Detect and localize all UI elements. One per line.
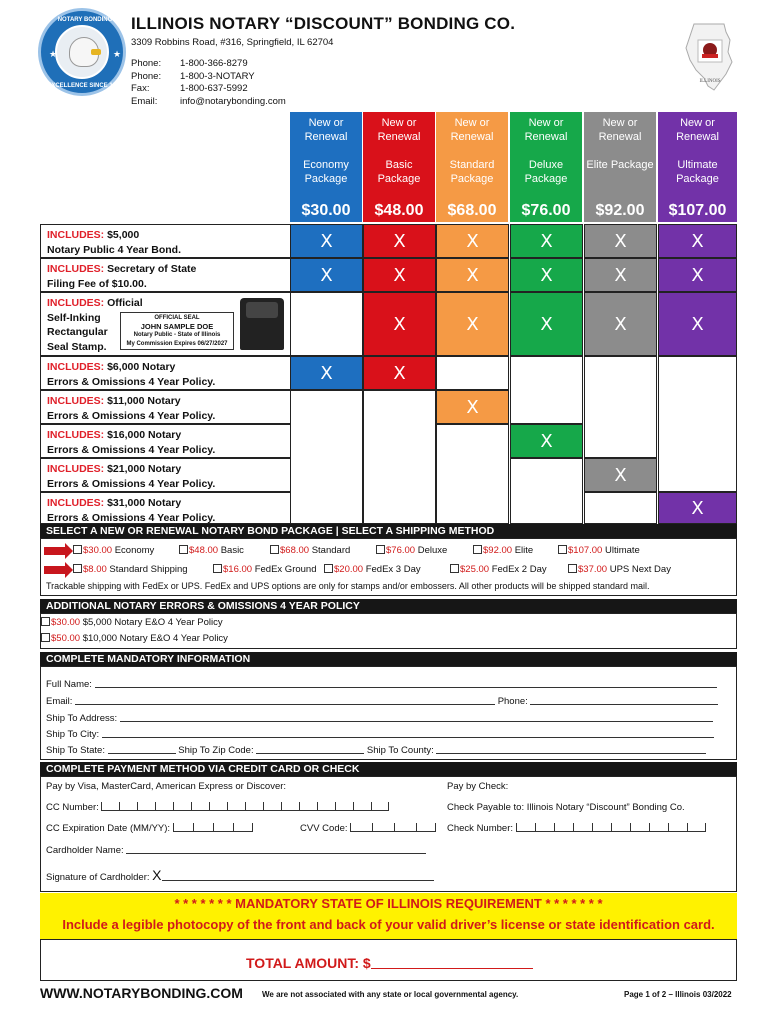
field-label: Ship To City:	[46, 729, 100, 740]
field-label: Ship To State:	[46, 745, 105, 756]
contact-info	[131, 58, 286, 108]
ship-city-field[interactable]	[46, 729, 714, 740]
checkbox[interactable]	[270, 545, 279, 554]
shipping-option-fedex-2day[interactable]	[450, 564, 547, 575]
cvv-input[interactable]	[350, 823, 436, 834]
checkbox[interactable]	[558, 545, 567, 554]
cell-mark: X	[584, 292, 657, 356]
ship-zip-input[interactable]	[256, 745, 364, 754]
package-price: $76.00	[521, 202, 571, 219]
cell-mark: X	[290, 258, 363, 292]
package-price: $68.00	[447, 202, 497, 219]
row-text: Errors & Omissions 4 Year Policy.	[47, 443, 216, 456]
field-label: Check Number:	[447, 823, 513, 834]
shipping-option-standard[interactable]	[73, 564, 188, 575]
footer-disclaimer: We are not associated with any state or local governmental agency.	[262, 990, 519, 999]
package-name: Elite Package	[586, 159, 654, 171]
cell-empty	[510, 458, 583, 524]
row-text: $31,000 Notary	[107, 497, 182, 509]
email-field[interactable]	[46, 696, 718, 707]
includes-label: INCLUDES:	[47, 395, 105, 407]
cardholder-field[interactable]	[46, 845, 426, 856]
package-name: Economy Package	[303, 159, 349, 185]
ship-county-input[interactable]	[436, 745, 706, 754]
package-option-elite[interactable]	[473, 545, 533, 556]
includes-label: INCLUDES:	[47, 429, 105, 441]
arrow-icon	[44, 566, 66, 574]
contact-label: Phone:	[131, 58, 162, 69]
shipping-option-fedex-3day[interactable]	[324, 564, 421, 575]
eagle-icon	[55, 25, 109, 79]
requirement-title: * * * * * * * MANDATORY STATE OF ILLINOIS REQUIREMENT * * * * * * *	[174, 896, 603, 911]
checkbox[interactable]	[376, 545, 385, 554]
option-price: $48.00	[189, 545, 219, 556]
option-price: $68.00	[280, 545, 310, 556]
contact-label: Phone:	[131, 70, 162, 82]
cardholder-input[interactable]	[126, 845, 426, 854]
option-label: Ultimate	[604, 545, 640, 556]
includes-label: INCLUDES:	[47, 263, 105, 275]
package-header-ultimate	[658, 112, 737, 222]
includes-label: INCLUDES:	[47, 463, 105, 475]
row-text: $21,000 Notary	[107, 463, 182, 475]
cell-empty	[584, 356, 657, 458]
field-label: Full Name:	[46, 679, 92, 690]
field-label: Email:	[46, 696, 73, 707]
package-type: New or Renewal	[676, 117, 719, 143]
row-text: Seal Stamp.	[47, 340, 107, 353]
package-header-elite	[584, 112, 656, 222]
option-label: Elite	[514, 545, 534, 556]
row-text: Errors & Omissions 4 Year Policy.	[47, 409, 216, 422]
contact-label: Fax:	[131, 83, 150, 94]
package-price: $48.00	[374, 202, 424, 219]
cell-mark: X	[436, 224, 509, 258]
package-price: $107.00	[668, 202, 727, 219]
option-price: $92.00	[483, 545, 513, 556]
option-price: $76.00	[386, 545, 416, 556]
option-label: $5,000 Notary E&O 4 Year Policy	[82, 617, 223, 628]
package-name: Standard Package	[449, 159, 495, 185]
cell-mark: X	[510, 258, 583, 292]
option-label: Economy	[114, 545, 155, 556]
cell-mark: X	[436, 292, 509, 356]
row-label-eo-11000	[40, 390, 290, 424]
row-label-eo-31000	[40, 492, 290, 524]
illinois-map-icon	[680, 22, 740, 92]
option-label: Standard	[311, 545, 351, 556]
row-text: Errors & Omissions 4 Year Policy.	[47, 511, 216, 524]
row-label-filing-fee	[40, 258, 290, 292]
cc-number-input[interactable]	[101, 802, 389, 813]
package-header-economy	[290, 112, 362, 222]
cell-mark: X	[290, 224, 363, 258]
cell-empty	[658, 356, 737, 492]
mandatory-requirement-banner	[40, 893, 737, 939]
option-label: FedEx 3 Day	[365, 564, 421, 575]
option-price: $16.00	[223, 564, 253, 575]
option-label: Deluxe	[417, 545, 448, 556]
checkbox[interactable]	[324, 564, 333, 573]
package-price: $92.00	[595, 202, 645, 219]
footer-page-number: Page 1 of 2 – Illinois 03/2022	[624, 990, 732, 999]
package-header-basic	[363, 112, 435, 222]
requirement-text: Include a legible photocopy of the front and back of your valid driver’s license or state identification card.	[62, 917, 715, 932]
eo-policy-bar: ADDITIONAL NOTARY ERRORS & OMISSIONS 4 YEAR POLICY	[40, 599, 737, 613]
cell-mark: X	[658, 224, 737, 258]
contact-value: 1-800-3-NOTARY	[180, 70, 255, 82]
package-type: New or Renewal	[524, 117, 568, 143]
package-option-economy[interactable]	[73, 545, 154, 556]
contact-value: 1-800-366-8279	[180, 58, 248, 69]
includes-label: INCLUDES:	[47, 361, 105, 373]
includes-label: INCLUDES:	[47, 297, 105, 309]
option-price: $30.00	[51, 617, 81, 628]
shipping-option-fedex-ground[interactable]	[213, 564, 317, 575]
cell-mark: X	[363, 356, 436, 390]
package-type: New or Renewal	[377, 117, 421, 143]
total-amount-input[interactable]	[371, 957, 533, 969]
eo-option-10000[interactable]	[41, 633, 228, 644]
stamp-line: My Commission Expires 06/27/2027	[126, 340, 228, 347]
payment-bar: COMPLETE PAYMENT METHOD VIA CREDIT CARD OR CHECK	[40, 762, 737, 776]
map-label: ILLINOIS	[699, 79, 721, 84]
arrow-icon	[44, 547, 66, 555]
checkbox[interactable]	[568, 564, 577, 573]
full-name-input[interactable]	[95, 679, 717, 688]
field-label: CVV Code:	[300, 823, 348, 834]
contact-value: info@notarybonding.com	[180, 95, 286, 107]
field-label: Ship To Zip Code:	[178, 745, 254, 756]
total-amount-field[interactable]	[246, 955, 533, 971]
check-number-field[interactable]	[447, 823, 706, 834]
option-label: FedEx 2 Day	[491, 564, 547, 575]
signature-mark: X	[152, 867, 162, 883]
field-label: Ship To Address:	[46, 713, 118, 724]
full-name-field[interactable]	[46, 679, 717, 690]
package-header-deluxe	[510, 112, 582, 222]
cell-empty	[584, 492, 657, 524]
cell-mark: X	[658, 492, 737, 524]
cell-empty	[510, 356, 583, 424]
package-option-deluxe[interactable]	[376, 545, 447, 556]
field-label: Phone:	[497, 696, 528, 707]
package-type: New or Renewal	[598, 117, 642, 143]
cell-mark: X	[510, 292, 583, 356]
ship-location-field[interactable]	[46, 745, 706, 756]
includes-label: INCLUDES:	[47, 497, 105, 509]
field-label: CC Number:	[46, 802, 99, 813]
cell-mark: X	[363, 292, 436, 356]
total-label: TOTAL AMOUNT: $	[246, 955, 371, 971]
option-price: $30.00	[83, 545, 113, 556]
row-label-eo-16000	[40, 424, 290, 458]
check-heading: Pay by Check:	[447, 781, 509, 792]
cell-empty	[436, 424, 509, 524]
cell-mark: X	[363, 224, 436, 258]
mandatory-info-bar: COMPLETE MANDATORY INFORMATION	[40, 652, 737, 666]
stamp-line: Notary Public - State of Illinois	[133, 332, 221, 338]
company-name: ILLINOIS NOTARY “DISCOUNT” BONDING CO.	[131, 14, 516, 33]
cell-empty	[290, 292, 363, 356]
field-label: Ship To County:	[366, 745, 434, 756]
checkbox[interactable]	[41, 633, 50, 642]
option-label: UPS Next Day	[609, 564, 671, 575]
phone-input[interactable]	[530, 696, 718, 705]
stamp-device-icon	[240, 298, 284, 350]
option-label: $10,000 Notary E&O 4 Year Policy	[82, 633, 228, 644]
ship-city-input[interactable]	[102, 729, 714, 738]
package-type: New or Renewal	[450, 117, 494, 143]
row-text: Errors & Omissions 4 Year Policy.	[47, 477, 216, 490]
contact-value: 1-800-637-5992	[180, 83, 248, 94]
cell-mark: X	[436, 390, 509, 424]
option-price: $107.00	[568, 545, 603, 556]
checkbox[interactable]	[450, 564, 459, 573]
package-option-basic[interactable]	[179, 545, 244, 556]
package-option-ultimate[interactable]	[558, 545, 640, 556]
option-price: $25.00	[460, 564, 490, 575]
option-label: Basic	[220, 545, 244, 556]
select-package-bar: SELECT A NEW OR RENEWAL NOTARY BOND PACKAGE | SELECT A SHIPPING METHOD	[40, 524, 737, 538]
signature-field[interactable]	[46, 867, 434, 883]
company-seal-logo: NOTARY BONDING ★ ★ EXCELLENCE SINCE 1957	[38, 8, 126, 96]
option-label: FedEx Ground	[254, 564, 317, 575]
cell-mark: X	[436, 258, 509, 292]
checkbox[interactable]	[179, 545, 188, 554]
sample-seal-stamp	[120, 312, 234, 350]
cvv-field[interactable]	[300, 823, 436, 834]
cell-empty	[363, 390, 436, 524]
row-text: $5,000	[107, 229, 140, 241]
row-text: Filing Fee of $10.00.	[47, 277, 147, 290]
field-label: CC Expiration Date (MM/YY):	[46, 823, 171, 834]
check-payable: Check Payable to: Illinois Notary “Discount” Bonding Co.	[447, 802, 685, 813]
ship-address-field[interactable]	[46, 713, 713, 724]
row-text: $16,000 Notary	[107, 429, 182, 441]
row-label-bond	[40, 224, 290, 258]
includes-label: INCLUDES:	[47, 229, 105, 241]
ship-state-input[interactable]	[108, 745, 176, 754]
shipping-note: Trackable shipping with FedEx or UPS. FedEx and UPS options are only for stamps and/or embossers. All other products will be shipped standard mail.	[46, 581, 650, 591]
cell-mark: X	[584, 224, 657, 258]
cell-mark: X	[510, 224, 583, 258]
cell-mark: X	[290, 356, 363, 390]
cell-empty	[436, 356, 509, 390]
ship-address-input[interactable]	[120, 713, 713, 722]
row-text: $11,000 Notary	[107, 395, 181, 407]
checkbox[interactable]	[473, 545, 482, 554]
cell-mark: X	[584, 258, 657, 292]
option-price: $8.00	[83, 564, 107, 575]
package-price: $30.00	[301, 202, 351, 219]
checkbox[interactable]	[73, 545, 82, 554]
seal-text-bottom: EXCELLENCE SINCE 1957	[47, 83, 123, 89]
option-price: $37.00	[578, 564, 608, 575]
shipping-option-ups-next-day[interactable]	[568, 564, 671, 575]
cell-empty	[290, 390, 363, 524]
checkbox[interactable]	[73, 564, 82, 573]
row-text: Official	[107, 297, 143, 309]
cc-expiration-field[interactable]	[46, 823, 253, 834]
option-price: $20.00	[334, 564, 364, 575]
cell-mark: X	[363, 258, 436, 292]
row-label-eo-21000	[40, 458, 290, 492]
package-option-standard[interactable]	[270, 545, 350, 556]
email-input[interactable]	[75, 696, 495, 705]
row-text: $6,000 Notary	[107, 361, 176, 373]
cell-mark: X	[584, 458, 657, 492]
contact-label: Email:	[131, 95, 158, 107]
seal-text-top: NOTARY BONDING	[57, 17, 113, 23]
option-price: $50.00	[51, 633, 81, 644]
package-type: New or Renewal	[304, 117, 348, 143]
cc-expiration-input[interactable]	[173, 823, 253, 834]
row-text: Secretary of State	[107, 263, 197, 275]
checkbox[interactable]	[41, 617, 50, 626]
package-name: Deluxe Package	[524, 159, 568, 185]
row-text: Errors & Omissions 4 Year Policy.	[47, 375, 216, 388]
row-label-eo-6000	[40, 356, 290, 390]
checkbox[interactable]	[213, 564, 222, 573]
row-text: Notary Public 4 Year Bond.	[47, 243, 182, 256]
cc-number-field[interactable]	[46, 802, 389, 813]
card-heading: Pay by Visa, MasterCard, American Express or Discover:	[46, 781, 287, 792]
option-label: Standard Shipping	[109, 564, 188, 575]
company-address: 3309 Robbins Road, #316, Springfield, IL 62704	[131, 37, 334, 48]
stamp-name: JOHN SAMPLE DOE	[140, 321, 214, 331]
footer-website-link[interactable]: WWW.NOTARYBONDING.COM	[40, 985, 243, 1001]
stamp-title: OFFICIAL SEAL	[154, 315, 200, 321]
package-name: Ultimate Package	[676, 159, 719, 185]
check-number-input[interactable]	[516, 823, 706, 834]
signature-input[interactable]	[162, 872, 434, 881]
eo-option-5000[interactable]	[41, 617, 223, 628]
cell-mark: X	[658, 292, 737, 356]
row-text: Self-Inking	[47, 311, 101, 324]
field-label: Cardholder Name:	[46, 845, 124, 856]
field-label: Signature of Cardholder:	[46, 872, 150, 883]
cell-mark: X	[658, 258, 737, 292]
package-name: Basic Package	[377, 159, 421, 185]
row-text: Rectangular	[47, 326, 108, 338]
package-header-standard	[436, 112, 508, 222]
cell-mark: X	[510, 424, 583, 458]
